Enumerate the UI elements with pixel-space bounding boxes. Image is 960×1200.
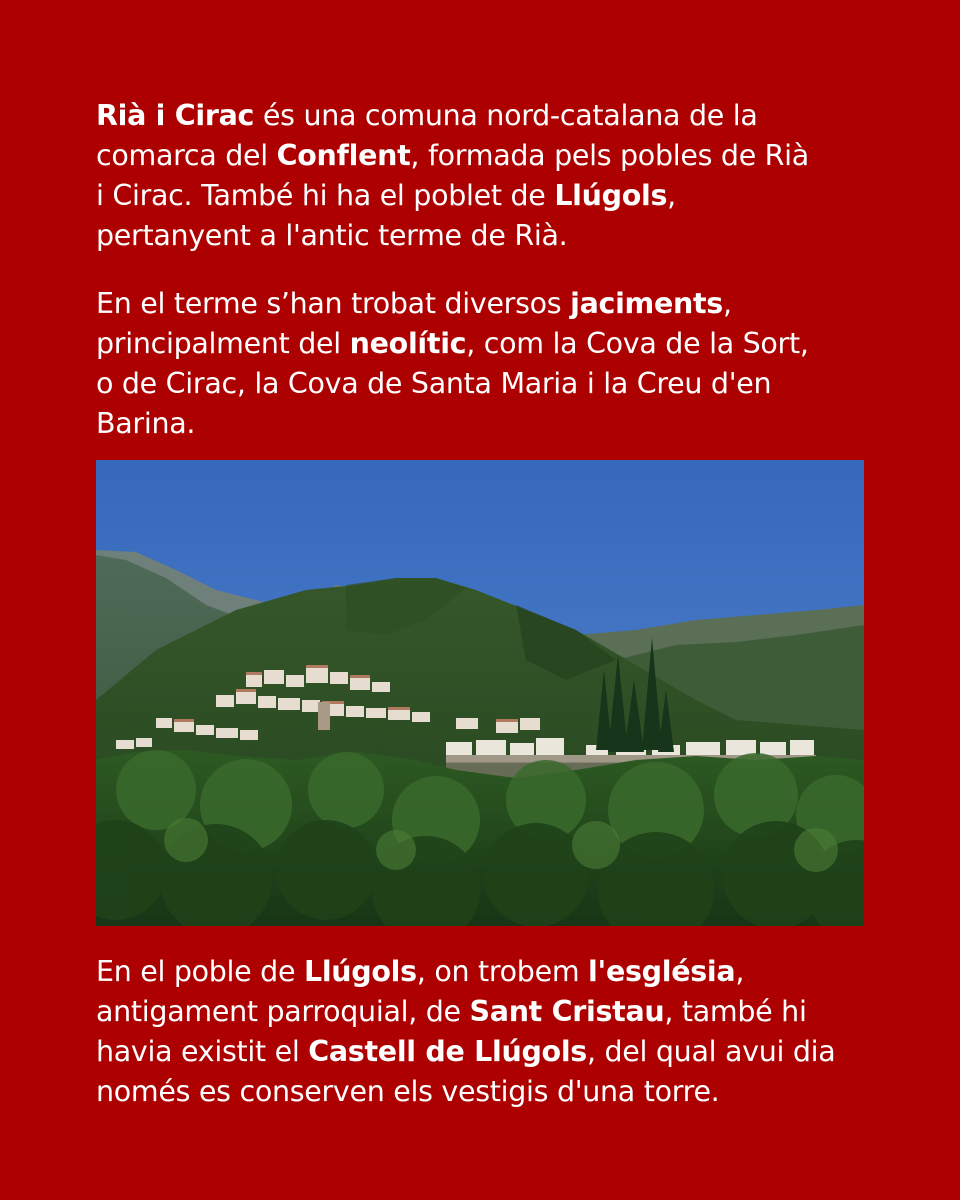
bold-term: jaciments (570, 287, 723, 320)
text-run: , com la Cova de la Sort, (466, 327, 809, 360)
text-run: , (722, 287, 732, 320)
text-run: , formada pels pobles de Rià (410, 139, 809, 172)
paragraph-line (96, 404, 876, 444)
text-run: En el poble de (96, 955, 304, 988)
text-run: i Cirac. També hi ha el poblet de (96, 179, 555, 212)
bold-term: Sant Cristau (469, 995, 665, 1028)
text-run: comarca del (96, 139, 277, 172)
text-run: , (667, 179, 676, 212)
bold-term: Castell de Llúgols (308, 1035, 587, 1068)
archaeology-paragraph (96, 284, 876, 444)
intro-paragraph (96, 96, 876, 256)
text-run: Barina. (96, 407, 196, 440)
bold-term: Llúgols (554, 179, 668, 212)
paragraph-line (96, 364, 876, 404)
text-run: pertanyent a l'antic terme de Rià. (96, 219, 568, 252)
text-run: En el terme s’han trobat diversos (96, 287, 571, 320)
bold-term: Llúgols (303, 955, 417, 988)
paragraph-line (96, 992, 876, 1032)
text-run: antigament parroquial, de (96, 995, 470, 1028)
text-run: , on trobem (416, 955, 589, 988)
bold-term: Rià i Cirac (96, 99, 255, 132)
text-run: o de Cirac, la Cova de Santa Maria i la Creu d'en (96, 367, 772, 400)
paragraph-line (96, 324, 876, 364)
landscape-photo-village-icon (96, 460, 864, 926)
village-landscape-photo (96, 460, 864, 926)
paragraph-line (96, 96, 876, 136)
text-run: principalment del (96, 327, 350, 360)
llugols-paragraph (96, 952, 876, 1112)
paragraph-line (96, 176, 876, 216)
bold-term: l'església (588, 955, 736, 988)
paragraph-line (96, 216, 876, 256)
text-run: només es conserven els vestigis d'una torre. (96, 1075, 720, 1108)
text-run: , del qual avui dia (586, 1035, 836, 1068)
bold-term: Conflent (276, 139, 411, 172)
text-run: havia existit el (96, 1035, 309, 1068)
paragraph-line (96, 952, 876, 992)
paragraph-line (96, 1032, 876, 1072)
text-run: , també hi (664, 995, 807, 1028)
bold-term: neolític (349, 327, 467, 360)
text-run: , (735, 955, 745, 988)
text-run: és una comuna nord-catalana de la (254, 99, 758, 132)
paragraph-line (96, 1072, 876, 1112)
paragraph-line (96, 136, 876, 176)
paragraph-line (96, 284, 876, 324)
